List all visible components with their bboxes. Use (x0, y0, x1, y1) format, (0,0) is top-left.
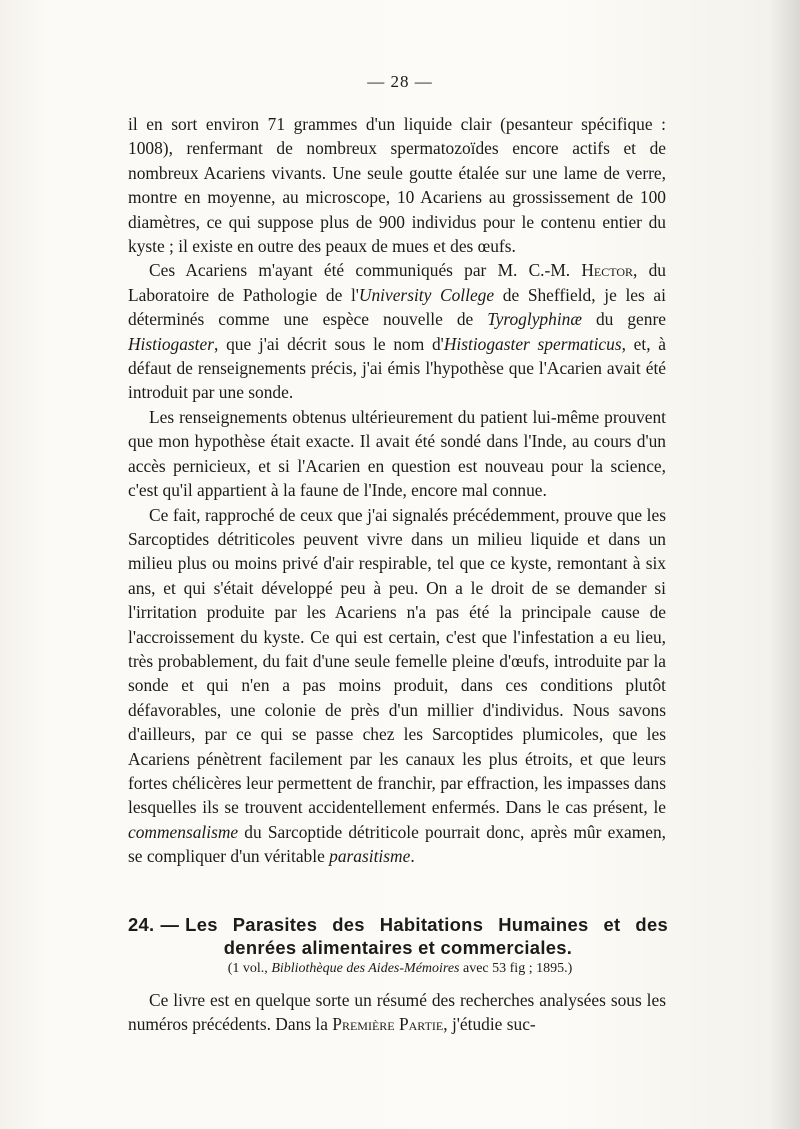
paragraph-2 (128, 258, 666, 404)
closing-text-c: , j'étudie suc- (443, 1014, 536, 1035)
paragraph-1: il en sort environ 71 grammes d'un liquide clair (pesanteur spécifique : 1008), renfermant de nombreux spermatozoïdes encore actifs et de nombreux Acariens vivants. Une seule goutte étalée sur une lame de verre, montre en moyenne, au microscope, 10 Acariens au grossissement de 100 diamètres, ce qui suppose plus de 900 individus pour le contenu entier du kyste ; il existe en outre des peaux de mues et des œufs. (128, 114, 666, 257)
citation-series: Bibliothèque des Aides-Mémoires (271, 961, 460, 976)
p2-text-a: Ces Acariens m'ayant été communiqués par M. C.-M. (149, 260, 582, 281)
author-name-hector: Hector (581, 260, 634, 281)
closing-paragraph (128, 988, 666, 1037)
p4-text-e: . (410, 846, 415, 867)
taxon-tyroglyphinae: Tyroglyphinæ (487, 309, 582, 330)
p2-text-k: , et, à défaut de renseignements précis, j'ai émis l'hypothèse que l'Acarien avait été introduit par une sonde. (128, 333, 666, 403)
p2-text-e: de Sheffield, je les ai déterminés comme une espèce nouvelle de (128, 284, 666, 330)
closing-text (128, 988, 666, 1037)
p4-text-c: du Sarcoptide détriticole pourrait donc, après mûr examen, se compliquer d'un véritable (128, 821, 666, 867)
p2-text-g: du genre (581, 309, 666, 330)
page-number: — 28 — (367, 72, 433, 91)
section-heading (128, 913, 668, 959)
body-text (128, 112, 666, 869)
section-title-line-2: denrées alimentaires et commerciales. (223, 937, 573, 958)
citation-text-c: avec 53 fig ; 1895.) (459, 961, 573, 976)
institution-name: University College (358, 284, 495, 305)
section-dash: — (160, 914, 180, 935)
p2-text-c: , du Laboratoire de Pathologie de l' (128, 260, 666, 305)
section-title-line-1: Les Parasites des Habitations Humaines et des (185, 914, 668, 935)
term-parasitisme: parasitisme (329, 846, 411, 867)
taxon-histiogaster-spermaticus: Histiogaster spermaticus (443, 333, 622, 354)
section-number: 24. (128, 914, 155, 935)
paragraph-3: Les renseignements obtenus ultérieurement du patient lui-même prouvent que mon hypothèse était exacte. Il avait été sondé dans l'Inde, au cours d'un accès pernicieux, et si l'Acarien en question est nouveau pour la science, c'est qu'il appartient à la faune de l'Inde, encore mal connue. (128, 406, 666, 501)
closing-text-a: Ce livre est en quelque sorte un résumé des recherches analysées sous les numéros précédents. Dans la (128, 990, 666, 1035)
p4-text-a: Ce fait, rapproché de ceux que j'ai signalés précédemment, prouve que les Sarcoptides détriticoles peuvent vivre dans un milieu liquide et dans un milieu plus ou moins privé d'air respirable, tel que ce kyste, remontant à six ans, et qui s'était développé peu à peu. On a le droit de se demander si l'irritation produite par les Acariens n'a pas été la principale cause de l'accroissement du kyste. Ce qui est certain, c'est que l'infestation a eu lieu, très probablement, du fait d'une seule femelle pleine d'œufs, introduite par la sonde et qui n'en a pas moins produit, dans ces conditions plutôt défavorables, une colonie de près d'un millier d'individus. Nous savons d'ailleurs, par ce qui se passe chez les Sarcoptides plumicoles, que les Acariens pénètrent facilement par les canaux les plus étroits, et que leurs fortes chélicères leur permettent de franchir, par effraction, les impasses dans lesquelles ils se trouvent accidentellement enfermés. Dans le cas présent, le (128, 504, 666, 818)
part-name: Première Partie (332, 1014, 444, 1035)
term-commensalisme: commensalisme (128, 821, 239, 842)
paragraph-4 (128, 503, 666, 869)
p2-text-i: , que j'ai décrit sous le nom d' (214, 333, 444, 354)
section-citation (0, 960, 800, 978)
citation-text-a: (1 vol., (227, 961, 272, 976)
section-heading-line-1 (128, 913, 668, 936)
taxon-histiogaster: Histiogaster (128, 333, 214, 354)
